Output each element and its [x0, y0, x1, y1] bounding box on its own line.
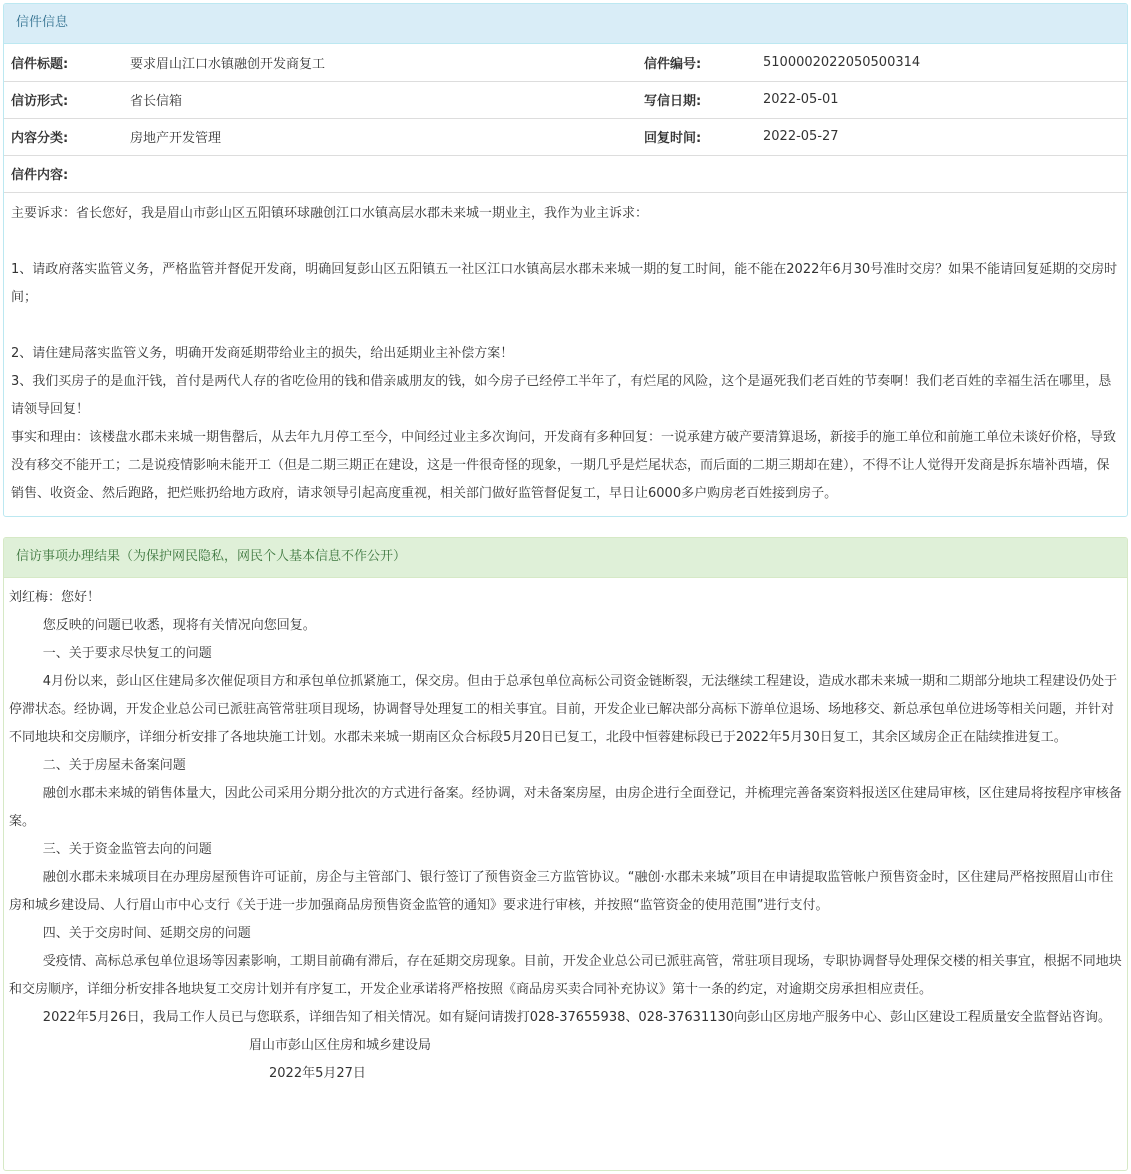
signature-org: 眉山市彭山区住房和城乡建设局	[249, 1038, 432, 1053]
category-value: 房地产开发管理	[123, 118, 637, 155]
letter-number-label: 信件编号:	[637, 44, 756, 81]
reply-section-heading: 三、关于资金监管去向的问题	[42, 842, 212, 857]
petition-type-value: 省长信箱	[123, 81, 637, 118]
reply-paragraph: 您反映的问题已收悉，现将有关情况向您回复。	[42, 618, 316, 633]
letter-title-value: 要求眉山江口水镇融创开发商复工	[123, 44, 637, 81]
reply-paragraph: 融创水郡未来城项目在办理房屋预售许可证前，房企与主管部门、银行签订了预售资金三方监管协议。“融创·水郡未来城”项目在申请提取监管帐户预售资金时，区住建局严格按照眉山市住房和城乡建设局、人行眉山市中心支行《关于进一步加强商品房预售资金监管的通知》要求进行审核，并按照“监管资金的使用范围”进行支付。	[9, 870, 1114, 913]
letter-paragraph: 主要诉求：省长您好，我是眉山市彭山区五阳镇环球融创江口水镇高层水郡未来城一期业主，我作为业主诉求：	[11, 205, 649, 221]
reply-time-value: 2022-05-27	[756, 118, 1127, 155]
letter-paragraph: 3、我们买房子的是血汗钱，首付是两代人存的省吃俭用的钱和借亲戚朋友的钱，如今房子已经停工半年了，有烂尾的风险，这个是逼死我们老百姓的节奏啊！我们老百姓的幸福生活在哪里，恳请领导回复！	[11, 373, 1112, 417]
letter-info-panel	[3, 3, 1128, 517]
reply-greeting: 刘红梅：您好！	[9, 590, 101, 605]
table-row	[4, 81, 1127, 118]
petition-type-label: 信访形式:	[4, 81, 123, 118]
letter-paragraph: 2、请住建局落实监管义务，明确开发商延期带给业主的损失，给出延期业主补偿方案！	[11, 345, 514, 361]
reply-section-heading: 四、关于交房时间、延期交房的问题	[42, 926, 251, 941]
reply-section-heading: 一、关于要求尽快复工的问题	[42, 646, 212, 661]
write-date-label: 写信日期:	[637, 81, 756, 118]
letter-info-table	[4, 44, 1127, 193]
letter-title-label: 信件标题:	[4, 44, 123, 81]
write-date-value: 2022-05-01	[756, 81, 1127, 118]
table-row	[4, 44, 1127, 81]
letter-paragraph: 事实和理由：该楼盘水郡未来城一期售罄后，从去年九月停工至今，中间经过业主多次询问，开发商有多种回复：一说承建方破产要清算退场，新接手的施工单位和前施工单位未谈好价格，导致没有移交不能开工；二是说疫情影响未能开工（但是二期三期正在建设，这是一件很奇怪的现象，一期几乎是烂尾状态，而后面的二期三期却在建），不得不让人觉得开发商是拆东墙补西墙，保销售、收资金、然后跑路，把烂账扔给地方政府，请求领导引起高度重视，相关部门做好监管督促复工，早日让6000多户购房老百姓接到房子。	[11, 429, 1117, 501]
table-row	[4, 118, 1127, 155]
reply-paragraph: 2022年5月26日，我局工作人员已与您联系，详细告知了相关情况。如有疑问请拨打028-37655938、028-37631130向彭山区房地产服务中心、彭山区建设工程质量安全监督站咨询。	[42, 1010, 1112, 1025]
category-label: 内容分类:	[4, 118, 123, 155]
reply-section-heading: 二、关于房屋未备案问题	[42, 758, 186, 773]
content-label: 信件内容:	[4, 155, 1127, 192]
reply-paragraph: 受疫情、高标总承包单位退场等因素影响，工期目前确有滞后，存在延期交房现象。目前，开发企业总公司已派驻高管，常驻项目现场，专职协调督导处理保交楼的相关事宜，根据不同地块和交房顺序，详细分析安排各地块复工交房计划并有序复工，开发企业承诺将严格按照《商品房买卖合同补充协议》第十一条的约定，对逾期交房承担相应责任。	[9, 954, 1122, 997]
letter-paragraph: 1、请政府落实监管义务，严格监管并督促开发商，明确回复彭山区五阳镇五一社区江口水镇高层水郡未来城一期的复工时间，能不能在2022年6月30号准时交房？如果不能请回复延期的交房时间；	[11, 261, 1118, 305]
letter-info-heading: 信件信息	[4, 4, 1127, 44]
letter-content	[4, 200, 1127, 508]
reply-result-panel	[3, 537, 1128, 1171]
reply-content	[4, 578, 1127, 1088]
reply-paragraph: 融创水郡未来城的销售体量大，因此公司采用分期分批次的方式进行备案。经协调，对未备案房屋，由房企进行全面登记，并梳理完善备案资料报送区住建局审核，区住建局将按程序审核备案。	[9, 786, 1122, 829]
signature-date: 2022年5月27日	[269, 1066, 366, 1081]
table-row	[4, 155, 1127, 192]
reply-result-heading: 信访事项办理结果（为保护网民隐私，网民个人基本信息不作公开）	[4, 538, 1127, 578]
reply-paragraph: 4月份以来，彭山区住建局多次催促项目方和承包单位抓紧施工，保交房。但由于总承包单位高标公司资金链断裂，无法继续工程建设，造成水郡未来城一期和二期部分地块工程建设仍处于停滞状态。经协调，开发企业总公司已派驻高管常驻项目现场，协调督导处理复工的相关事宜。目前，开发企业已解决部分高标下游单位退场、场地移交、新总承包单位进场等相关问题，并针对不同地块和交房顺序，详细分析安排了各地块施工计划。水郡未来城一期南区众合标段5月20日已复工，北段中恒蓉建标段已于2022年5月30日复工，其余区域房企正在陆续推进复工。	[9, 674, 1118, 745]
letter-number-value: 5100002022050500314	[756, 44, 1127, 81]
reply-time-label: 回复时间:	[637, 118, 756, 155]
